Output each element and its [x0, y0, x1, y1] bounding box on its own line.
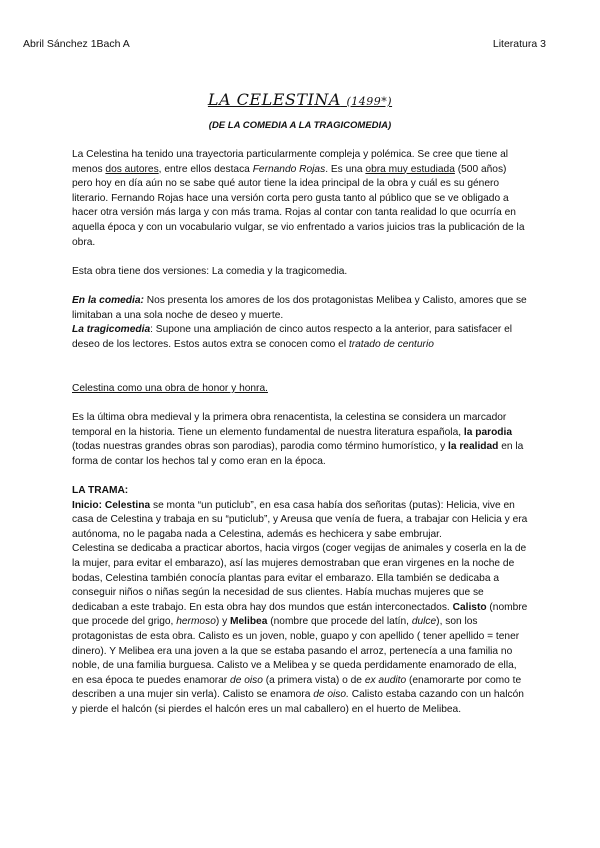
- tragicomedia-label: La tragicomedia: [72, 324, 151, 336]
- paragraph-parodia: [72, 411, 528, 469]
- intro-text-3: . Es una: [325, 163, 366, 175]
- intro-text-4: (500 años) pero hoy en día aún no se sabe qué autor tiene la idea principal de la obra y cuál es su género literario. Fernando Rojas hace una versión corta pero gusta tanto al público que se ve obligado a hacer otra versión más larga y con más trama. Rojas al contar con tanta realidad lo que ocurría en aquella época y con un vocabulario vulgar, se vio enfrentado a varios juicios tras la publicación de la obra.: [72, 163, 525, 248]
- trama-celestina-bold: Celestina: [104, 499, 151, 511]
- paragraph-intro: [72, 148, 528, 250]
- section-trama: [72, 484, 528, 718]
- comedia-text: Nos presenta los amores de los dos protagonistas Melibea y Calisto, amores que se limitaban a una sola noche de deseo y muerte.: [72, 295, 527, 321]
- trama-text-7: (a primera vista) o de: [262, 674, 365, 686]
- trama-melibea-bold: Melibea: [230, 616, 268, 628]
- trama-heading: LA TRAMA:: [72, 485, 129, 496]
- trama-hermoso-italic: hermoso: [176, 616, 216, 628]
- parodia-bold-2: la realidad: [448, 441, 499, 453]
- title-year: (1499*): [346, 95, 393, 108]
- honor-heading: Celestina como una obra de honor y honra.: [72, 383, 268, 394]
- trama-oiso-italic-2: de oiso.: [313, 689, 349, 701]
- page-subtitle: (DE LA COMEDIA A LA TRAGICOMEDIA): [208, 120, 392, 131]
- trama-calisto-bold: Calisto: [452, 601, 487, 613]
- header-subject: Literatura 3: [492, 38, 546, 50]
- trama-text-1: se monta “un puticlub”, en esa casa había dos señoritas (putas): Helicia, vive en casa de Celestina y trabaja en su “puticlub”, y Areusa que venía de fuera, a trabajar con Helicia y era autónoma, no le pagaba nada a Celestina, además es hechicera y sabe embrujar.: [72, 499, 528, 540]
- tragicomedia-text: : Supone una ampliación de cinco autos respecto a la anterior, para satisfacer el deseo de los lectores. Estos autos extra se conocen como el: [72, 324, 513, 350]
- paragraph-versions: [72, 265, 528, 280]
- intro-italic-rojas: Fernando Rojas: [252, 163, 326, 175]
- page-title: [0, 90, 600, 109]
- parodia-text-2: (todas nuestras grandes obras son parodias), parodia como término humorístico, y: [72, 441, 448, 453]
- intro-underline-authors: dos autores: [105, 163, 159, 175]
- intro-text-1: La Celestina ha tenido una trayectoria particularmente compleja y polémica. Se cree que tiene al menos: [72, 149, 509, 175]
- parodia-text-3: en la forma de contar los hechos tal y como eran en la época.: [72, 441, 524, 467]
- trama-text-2: Celestina se dedicaba a practicar abortos, hacia virgos (coger vegijas de animales y coserla en la de la mujer, para evitar el embarazo), así las mujeres demostraban que eran virgenes en la noche de bodas, Celestina también conocía plantas para evitar el embarazo. Ella también se dedicaba a conseguir niños o niñas según la necesidad de sus clientes. Había muchas mujeres que se dedicaban a este trabajo. En esta obra hay dos mundos que están interconectados.: [72, 543, 527, 613]
- tragicomedia-italic: tratado de centurio: [348, 338, 434, 350]
- parodia-bold-1: la parodia: [463, 426, 513, 438]
- trama-text-9: Calisto estaba cazando con un halcón y pierde el halcón (si pierdes el halcón eres un mal caballero) en el huerto de Melibea.: [72, 689, 524, 715]
- title-main: LA CELESTINA: [207, 90, 341, 109]
- trama-text-5: (nombre que procede del latín,: [267, 616, 412, 628]
- trama-oiso-italic-1: de oiso: [230, 674, 263, 686]
- trama-text-6: ), son los protagonistas de esta obra. Calisto es un joven, noble, guapo y con apellido ( tener apellido = tener dinero). Y Melibea era una joven a la que se estaba pasando el arroz, pertenecía a una familia no noble, de una familia burguesa. Calisto ve a Melibea y se queda perdidamente enamorado de ella, en esa época te puedes enamorar: [72, 616, 520, 686]
- trama-dulce-italic: dulce: [411, 616, 437, 628]
- intro-text-2: , entre ellos destaca: [158, 163, 253, 175]
- trama-text-4: ) y: [215, 616, 231, 628]
- header-author: Abril Sánchez 1Bach A: [23, 38, 130, 50]
- trama-inicio-label: Inicio:: [72, 499, 102, 511]
- trama-text-8: (enamorarte por como te describen a una mujer sin verla). Calisto se enamora: [72, 674, 522, 701]
- paragraph-honor: [72, 382, 528, 397]
- comedia-label: En la comedia:: [72, 295, 144, 306]
- parodia-text-1: Es la última obra medieval y la primera obra renacentista, la celestina se considera un marcador temporal en la historia. Tiene un elemento fundamental de nuestra literatura española,: [72, 412, 507, 438]
- versions-text: Esta obra tiene dos versiones: La comedia y la tragicomedia.: [72, 266, 348, 277]
- intro-underline-studied: obra muy estudiada: [365, 163, 455, 175]
- trama-text-3: (nombre que procede del grigo,: [72, 601, 528, 628]
- trama-exaudito-italic: ex audito: [364, 674, 407, 686]
- paragraph-comedia: [72, 294, 528, 352]
